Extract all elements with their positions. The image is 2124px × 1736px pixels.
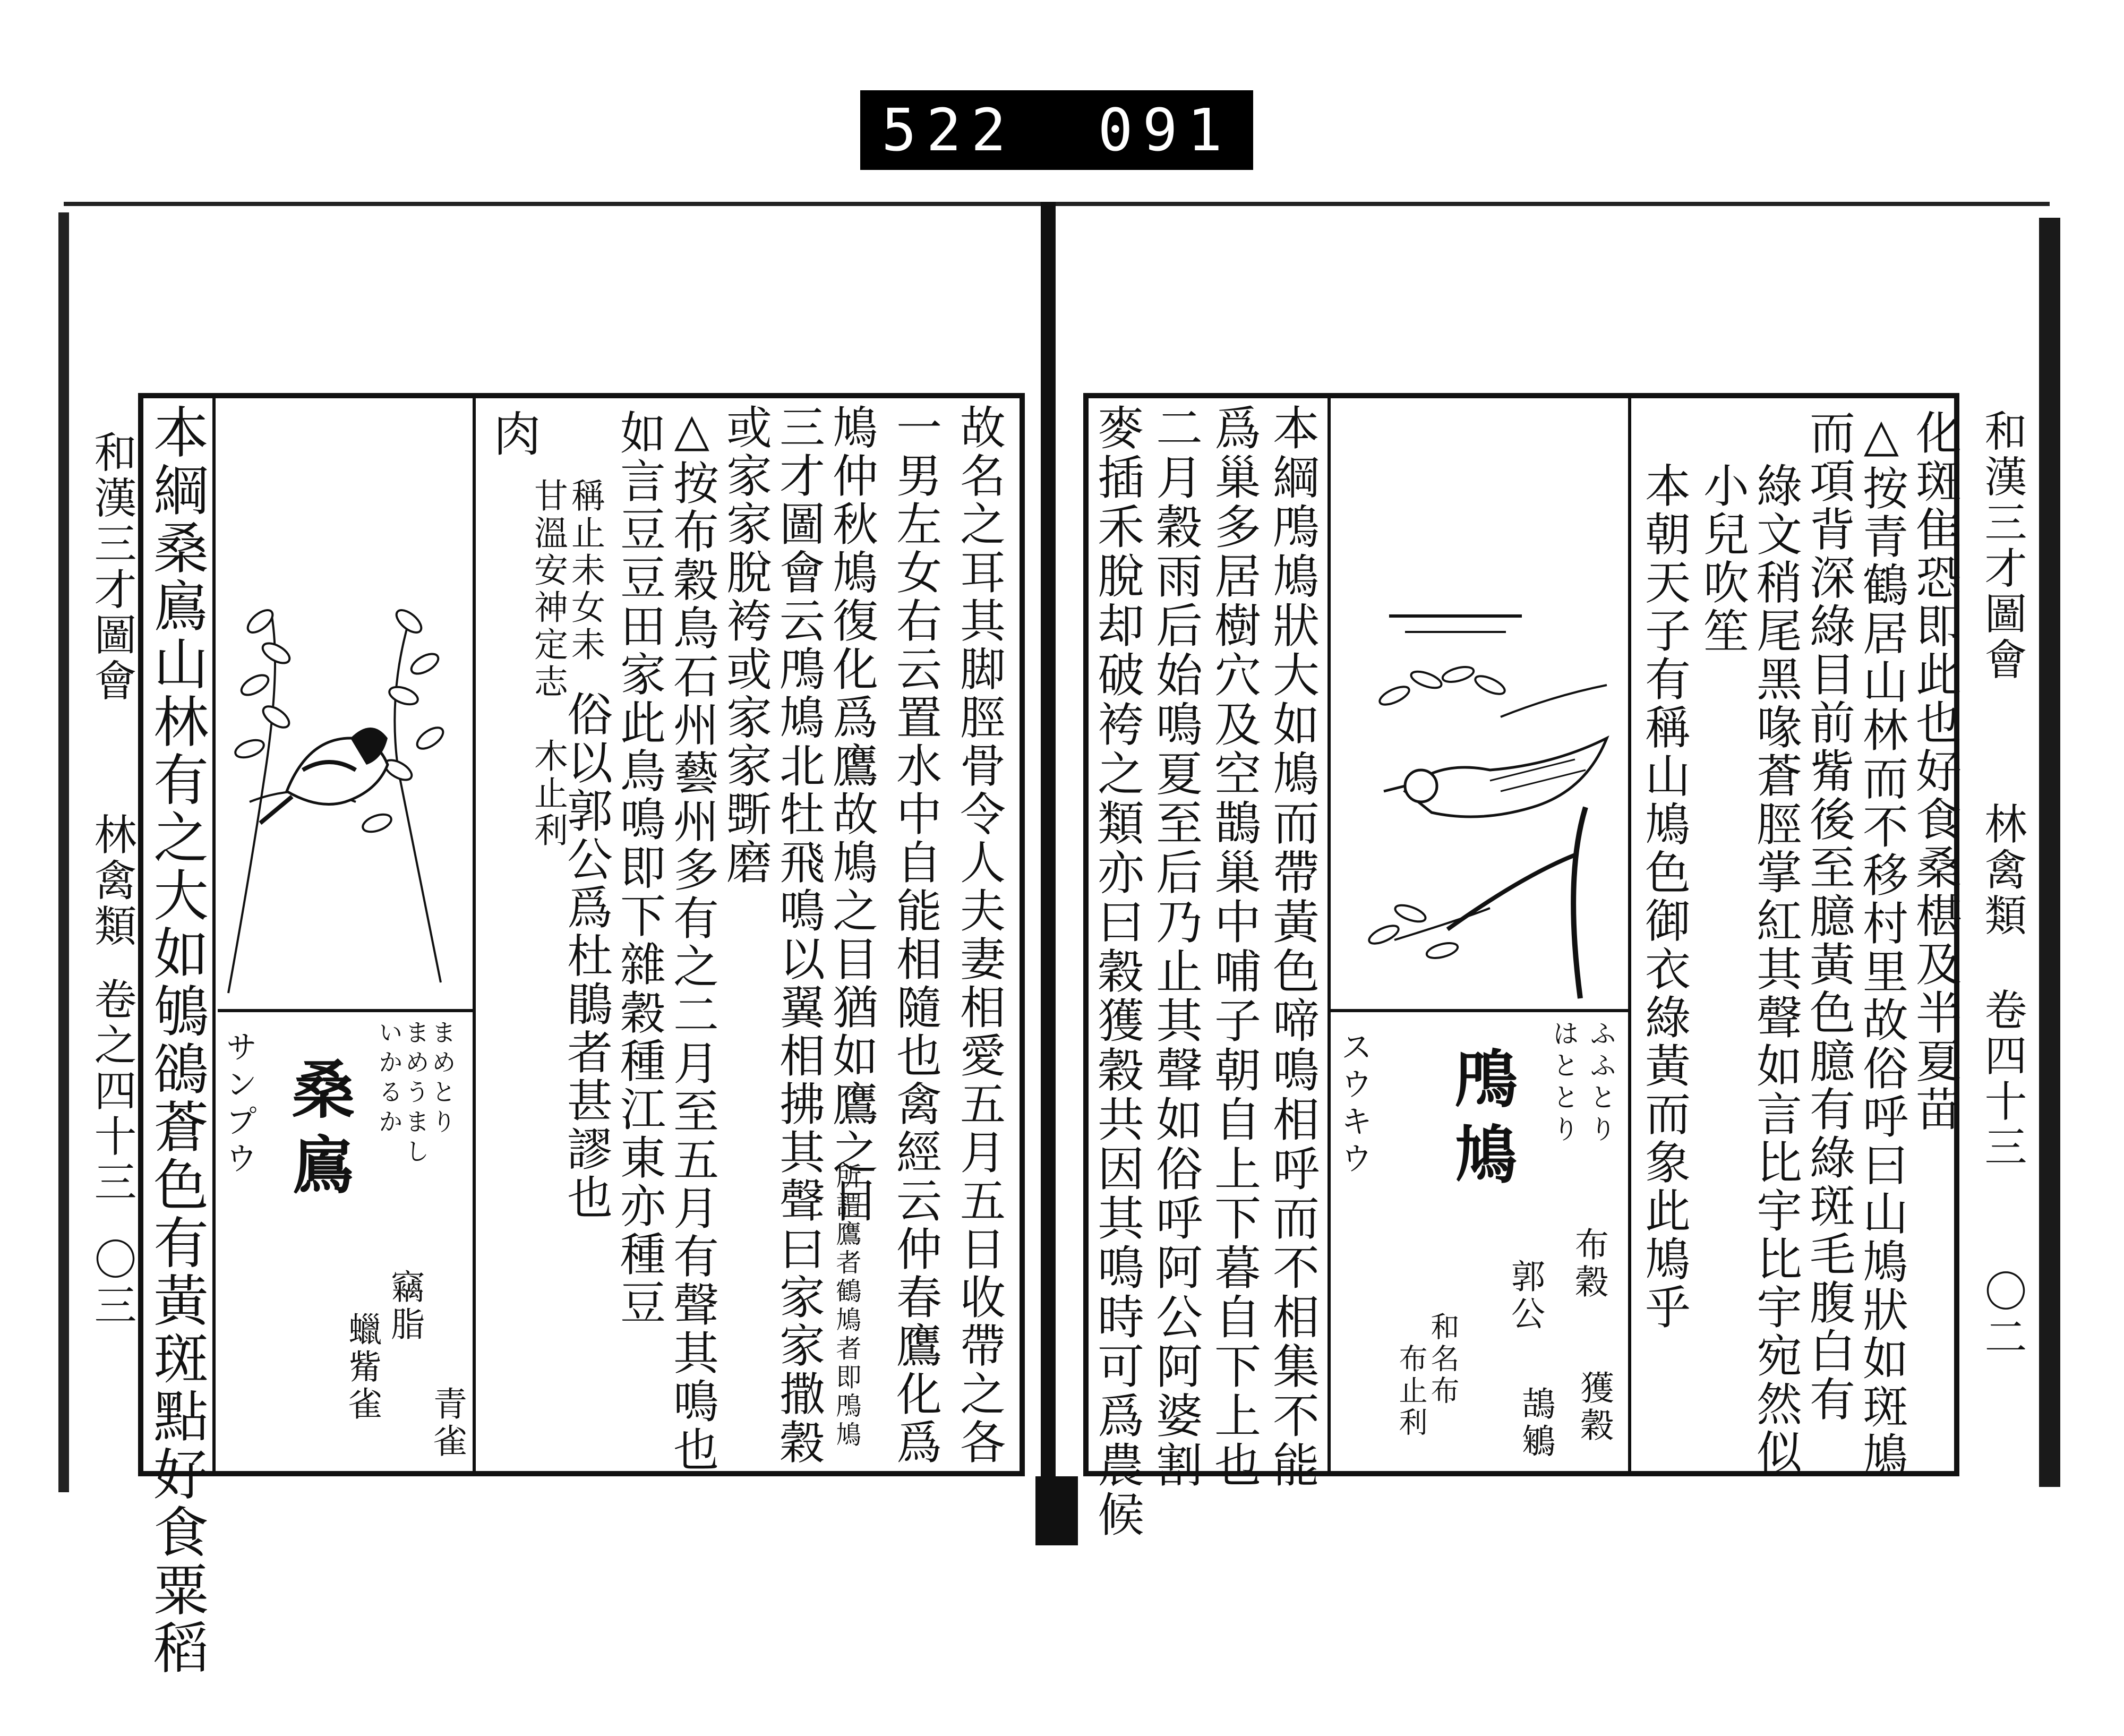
bird-figure xyxy=(260,728,388,823)
left-col-5: 木止利 xyxy=(528,738,568,850)
right-col-7: 綠文稍尾黑喙蒼脛掌紅其聲如言比宇比宇宛然似 xyxy=(1749,462,1802,1477)
left-synonym-2: 青雀 xyxy=(427,1386,467,1460)
left-col-8: △按布穀鳥石州藝州多有之二月至五月有聲其鳴也 xyxy=(665,404,718,1474)
right-col-5: 本朝天子有稱山鳩色御衣綠黃而象此鳩乎 xyxy=(1637,462,1690,1332)
left-synonym-1: 竊脂 xyxy=(385,1269,424,1344)
left-page xyxy=(80,218,1030,1677)
right-gloss-2: はととり xyxy=(1548,1020,1579,1147)
left-margin-category: 林禽類 xyxy=(87,813,136,950)
left-col-14: 故名之耳其脚脛骨令人夫妻相愛五月五日收帶之各 xyxy=(952,404,1005,1467)
right-gloss-1: ふふとり xyxy=(1586,1020,1616,1147)
left-gloss-1: まめとり xyxy=(428,1020,457,1139)
bird-branch-illustration xyxy=(1331,398,1628,1009)
right-page-edge xyxy=(2039,218,2060,1487)
left-entry-reading: サンプウ xyxy=(220,1030,258,1179)
left-gloss-3: いかるか xyxy=(375,1020,404,1139)
right-col-4: 本綱鳲鳩狀大如鳩而帶黃色啼鳴相呼而不相集不能 xyxy=(1265,404,1320,1490)
left-col-6: 俗以郭公爲杜鵑者甚謬也 xyxy=(559,690,612,1222)
top-edge-line xyxy=(64,202,2050,206)
right-synonym-4: 鴶鵴 xyxy=(1516,1386,1555,1460)
right-col-9: △按青鶴居山林而不移村里故俗呼曰山鳩狀如斑鳩 xyxy=(1855,409,1908,1480)
right-col-10: 化斑隹恐即此也好食桑椹及半夏苗 xyxy=(1908,409,1961,1134)
call-number-right: 091 xyxy=(1098,96,1232,164)
right-margin-folio: 〇二 xyxy=(1977,1269,2027,1361)
left-synonym-3: 蠟觜雀 xyxy=(342,1312,382,1423)
call-number-slip xyxy=(860,90,1253,170)
right-wamyo-value: 布止利 xyxy=(1394,1344,1428,1439)
right-col-8: 而項背深綠目前觜後至臆黃色臆有綠斑毛腹白有 xyxy=(1802,409,1855,1424)
right-margin-title: 和漢三才圖會 xyxy=(1977,409,2027,683)
open-book xyxy=(64,202,2050,1677)
left-col-13: 一男左女右云置水中自能相隨也禽經云仲春鷹化爲 xyxy=(888,404,941,1467)
left-margin-folio: 〇三 xyxy=(87,1237,136,1329)
left-col-divider xyxy=(212,398,216,1471)
left-text-frame xyxy=(138,393,1025,1677)
right-illustration-side-rule xyxy=(1628,398,1631,1471)
right-wamyo-label: 和名布 xyxy=(1426,1312,1460,1407)
right-synonym-2: 獲穀 xyxy=(1574,1370,1614,1444)
left-entry-divider xyxy=(473,398,476,1471)
right-col-2: 二月穀雨后始鳴夏至后乃止其聲如俗呼阿公阿婆割 xyxy=(1149,404,1203,1490)
left-page-edge xyxy=(58,212,69,1492)
right-illustration-bottom-rule xyxy=(1331,1009,1628,1012)
bird-figure xyxy=(1384,738,1607,817)
right-entry-reading: スウキウ xyxy=(1335,1030,1373,1179)
left-col-10: 三才圖會云鳲鳩北牡飛鳴以翼相拂其聲曰家家撒穀 xyxy=(772,404,825,1467)
left-illustration-bottom-rule xyxy=(218,1009,473,1012)
left-col-4: 稱止未女未 xyxy=(566,478,605,664)
right-col-1: 麥插禾脫却破袴之類亦曰穀獲穀共因其鳴時可爲農候 xyxy=(1090,404,1145,1540)
right-col-6: 小兒吹笙 xyxy=(1695,462,1749,655)
left-margin-title: 和漢三才圖會 xyxy=(87,430,136,704)
left-col-12: 所謂鷹者鶴鳩者即鳲鳩 xyxy=(832,1163,861,1450)
left-col-3: 甘溫安神定志 xyxy=(528,478,568,701)
left-col-11: 鳩仲秋鳩復化爲鷹故鳩之目猶如鷹之目 xyxy=(825,404,878,1225)
left-col-1: 本綱桑鳸山林有之大如鴝鵒蒼色有黃斑點好食粟稻 xyxy=(144,404,209,1677)
left-margin-volume: 卷之四十三 xyxy=(87,977,136,1205)
right-text-frame xyxy=(1083,393,1961,1540)
left-col-9: 或家家脫袴或家家斲磨 xyxy=(718,404,772,887)
left-gloss-2: まめうまし xyxy=(401,1020,430,1168)
left-illustration xyxy=(218,398,473,1009)
right-illustration xyxy=(1331,398,1628,1009)
right-margin-volume: 卷四十三 xyxy=(1977,988,2027,1170)
right-synonym-3: 郭公 xyxy=(1505,1259,1545,1333)
right-col-3: 爲巢多居樹穴及空鵲巢中哺子朝自上下暮自下上也 xyxy=(1207,404,1262,1490)
bird-branch-illustration xyxy=(218,398,473,1009)
right-page xyxy=(1067,218,2034,1540)
right-synonym-1: 布穀 xyxy=(1569,1227,1608,1301)
right-entry-name: 鳲鳩 xyxy=(1444,1046,1518,1197)
left-col-2: 肉 xyxy=(485,409,541,460)
call-number-left: 522 xyxy=(881,96,1016,164)
left-col-7: 如言豆豆田家此鳥鳴即下雜穀種江東亦種豆 xyxy=(612,409,665,1327)
book-spine xyxy=(1041,202,1056,1545)
left-entry-name: 桑鳸 xyxy=(281,1057,355,1208)
right-margin-category: 林禽類 xyxy=(1977,802,2027,939)
